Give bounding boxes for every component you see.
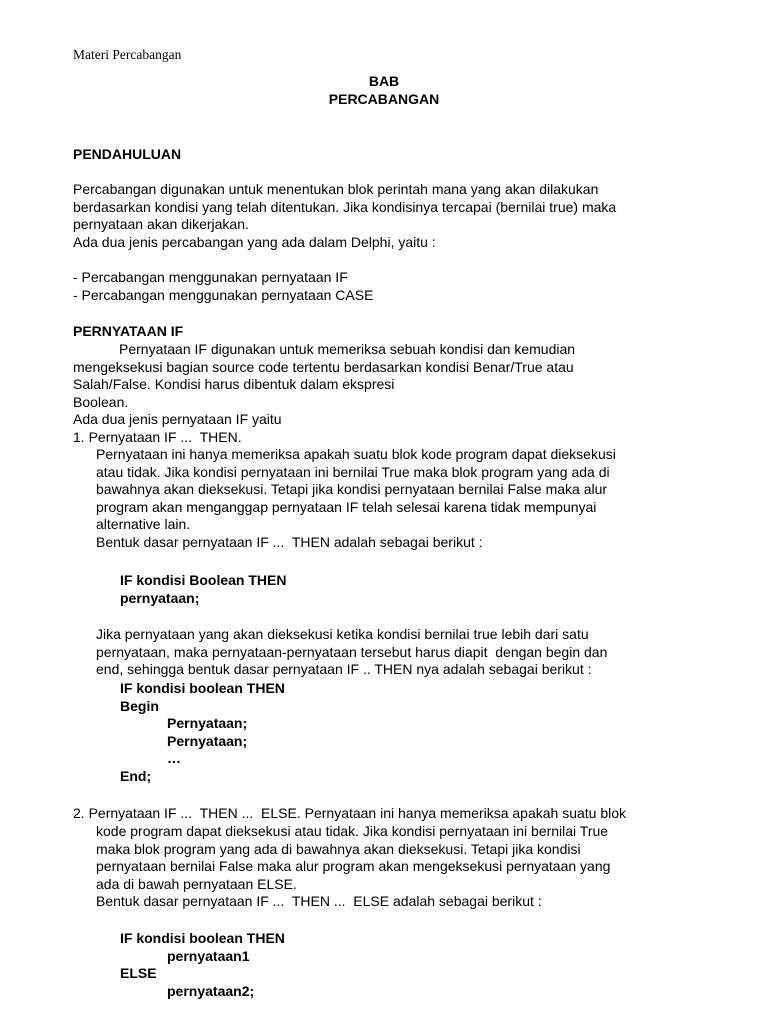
text-line: Boolean. (73, 393, 129, 410)
text-line: program akan menganggap pernyataan IF telah selesai karena tidak mempunyai (96, 498, 597, 515)
code-line: Pernyataan; (167, 715, 248, 731)
code-line: End; (120, 767, 152, 784)
text-line: end, sehingga bentuk dasar pernyataan IF .. THEN nya adalah sebagai berikut : (96, 661, 592, 677)
code-line: IF kondisi boolean THEN (120, 680, 285, 696)
text-line: kode program dapat dieksekusi atau tidak. Jika kondisi pernyataan ini bernilai True (96, 823, 609, 839)
text-line: alternative lain. (96, 516, 191, 532)
text-line: Jika pernyataan yang akan dieksekusi ketika kondisi bernilai true lebih dari satu (96, 626, 589, 642)
item-1-description (96, 446, 736, 551)
text-line: 2. Pernyataan IF ... THEN ... ELSE. Pernyataan ini hanya memeriksa apakah suatu blok (73, 805, 627, 821)
section-heading-pendahuluan: PENDAHULUAN (73, 146, 182, 162)
section-heading-if: PERNYATAAN IF (73, 323, 184, 339)
text-line: Bentuk dasar pernyataan IF ... THEN adalah sebagai berikut : (96, 533, 483, 550)
text-line: Pernyataan ini hanya memeriksa apakah suatu blok kode program dapat dieksekusi (96, 446, 616, 462)
list-item: - Percabangan menggunakan pernyataan CASE (73, 286, 374, 303)
list-item: - Percabangan menggunakan pernyataan IF (73, 269, 348, 285)
text-line: Salah/False. Kondisi harus dibentuk dalam ekspresi (73, 376, 395, 392)
text-line: Pernyataan IF digunakan untuk memeriksa sebuah kondisi dan kemudian (119, 341, 576, 357)
if-intro-paragraph (73, 341, 713, 446)
code-line: IF kondisi boolean THEN (120, 930, 285, 946)
text-line: pernyataan akan dikerjakan. (73, 216, 249, 232)
document-header: Materi Percabangan (73, 47, 182, 62)
text-line: pernyataan bernilai False maka alur program akan mengeksekusi pernyataan yang (96, 858, 611, 874)
item-2-description (96, 823, 736, 911)
code-line: Begin (120, 697, 159, 714)
pendahuluan-paragraph (73, 181, 713, 251)
text-line: berdasarkan kondisi yang telah ditentukan. Jika kondisinya tercapai (bernilai true) maka (73, 198, 617, 215)
text-line: bawahnya akan dieksekusi. Tetapi jika kondisi pernyataan bernilai False maka alur (96, 481, 608, 497)
text-line: Bentuk dasar pernyataan IF ... THEN ... ELSE adalah sebagai berikut : (96, 893, 542, 909)
item-2-title (73, 805, 713, 823)
text-line: pernyataan, maka pernyataan-pernyataan tersebut harus diapit dengan begin dan (96, 643, 608, 660)
chapter-label: BAB (368, 73, 400, 89)
text-line: mengeksekusi bagian source code tertentu berdasarkan kondisi Benar/True atau (73, 358, 574, 375)
percabangan-list (73, 269, 713, 304)
code-line: pernyataan2; (167, 982, 255, 999)
text-line: Ada dua jenis pernyataan IF yaitu (73, 411, 282, 427)
code-line: … (167, 750, 181, 766)
text-line: atau tidak. Jika kondisi pernyataan ini bernilai True maka blok program yang ada di (96, 463, 610, 480)
item-1-title: 1. Pernyataan IF ... THEN. (73, 428, 242, 445)
code-line: ELSE (120, 965, 157, 981)
code-block-begin-end (120, 680, 760, 785)
item-1-multi-statement (96, 626, 736, 679)
code-line: pernyataan; (120, 589, 200, 606)
code-line: IF kondisi Boolean THEN (120, 572, 287, 588)
code-block-if-then (120, 572, 760, 607)
code-block-if-else (120, 930, 760, 1000)
text-line: Percabangan digunakan untuk menentukan blok perintah mana yang akan dilakukan (73, 181, 599, 197)
text-line: Ada dua jenis percabangan yang ada dalam Delphi, yaitu : (73, 233, 436, 250)
text-line: maka blok program yang ada di bawahnya akan dieksekusi. Tetapi jika kondisi (96, 840, 581, 857)
chapter-title: PERCABANGAN (328, 91, 440, 107)
code-line: Pernyataan; (167, 732, 248, 749)
text-line: ada di bawah pernyataan ELSE. (96, 875, 297, 892)
code-line: pernyataan1 (167, 947, 250, 964)
